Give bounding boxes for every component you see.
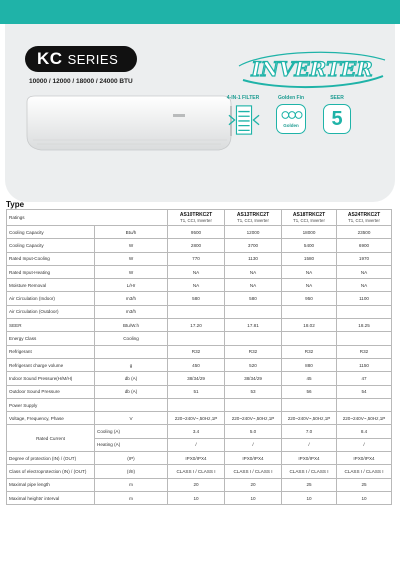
row-unit: Heating (A) (95, 438, 168, 451)
row-value: 2800 (168, 239, 225, 252)
row-value: 17.81 (225, 319, 282, 332)
row-value: 10 (337, 491, 392, 504)
row-value: IPX0/IPX4 (282, 452, 337, 465)
row-label: Maximal pipe length (7, 478, 95, 491)
row-value: 3.4 (168, 425, 225, 438)
row-label: Air Circulation (Outdoor) (7, 305, 95, 318)
row-label: Rated Input-Heating (7, 265, 95, 278)
row-value (225, 305, 282, 318)
row-value: 7.0 (282, 425, 337, 438)
table-row (7, 305, 392, 318)
row-label: Power Supply (7, 398, 95, 411)
table-row (7, 452, 392, 465)
ratings-header: Ratings (7, 210, 168, 226)
row-label: Refrigerant (7, 345, 95, 358)
row-label: SEER (7, 319, 95, 332)
row-value: 220~240V~,50Hz,1P (168, 412, 225, 425)
row-label: Moisture Removal (7, 279, 95, 292)
row-value: 220~240V~,50Hz,1P (337, 412, 392, 425)
row-value: NA (168, 265, 225, 278)
row-value: 950 (282, 292, 337, 305)
model-sub: T1, CCI, Inverter (293, 218, 325, 223)
row-value: 770 (168, 252, 225, 265)
table-row (7, 398, 392, 411)
table-row (7, 292, 392, 305)
row-value (337, 332, 392, 345)
series-word-text: SERIES (67, 51, 119, 67)
series-badge (25, 46, 137, 72)
model-name: AS13TRKC2T (236, 212, 270, 218)
row-label: Rated Input-Cooling (7, 252, 95, 265)
row-unit: W (95, 265, 168, 278)
row-unit (95, 345, 168, 358)
row-value: 20 (225, 478, 282, 491)
row-unit: db (A) (95, 385, 168, 398)
row-value: 53 (225, 385, 282, 398)
model-header (225, 210, 282, 226)
row-value: / (282, 438, 337, 451)
row-value: 9500 (168, 226, 225, 239)
model-header (168, 210, 225, 226)
row-unit: Cooling (A) (95, 425, 168, 438)
table-row (7, 265, 392, 278)
row-value: 17.20 (168, 319, 225, 332)
row-value: 18.25 (337, 319, 392, 332)
row-value: 5.0 (225, 425, 282, 438)
row-value: 5400 (282, 239, 337, 252)
row-value: R32 (282, 345, 337, 358)
row-value: 25 (282, 478, 337, 491)
row-value: R32 (337, 345, 392, 358)
row-value (168, 305, 225, 318)
model-sub: T1, CCI, Inverter (348, 218, 380, 223)
row-value (225, 332, 282, 345)
row-value: NA (225, 265, 282, 278)
row-value: CLASS I / CLASS I (168, 465, 225, 478)
row-value: IPX0/IPX4 (225, 452, 282, 465)
row-value: 38/34/29 (168, 372, 225, 385)
row-unit: Btu/W.h (95, 319, 168, 332)
row-value: 450 (168, 358, 225, 371)
row-value: CLASS I / CLASS I (337, 465, 392, 478)
golden-fin-feature-label: Golden Fin (277, 95, 305, 101)
svg-text:INVERTER: INVERTER (251, 57, 373, 81)
row-value: IPX0/IPX4 (337, 452, 392, 465)
row-value: 6900 (337, 239, 392, 252)
filter-icon (227, 104, 261, 136)
row-unit: m (95, 491, 168, 504)
golden-fin-badge (276, 104, 306, 134)
row-unit: (I/II) (95, 465, 168, 478)
row-value: 3700 (225, 239, 282, 252)
row-value: 10 (282, 491, 337, 504)
row-unit: m (95, 478, 168, 491)
table-row (7, 425, 392, 438)
table-row (7, 345, 392, 358)
row-unit: W (95, 239, 168, 252)
table-row (7, 332, 392, 345)
row-value: NA (337, 265, 392, 278)
table-header-row (7, 210, 392, 226)
model-header (282, 210, 337, 226)
table-row (7, 279, 392, 292)
row-value: NA (282, 265, 337, 278)
model-name: AS24TRKC2T (347, 212, 381, 218)
row-value: 8.4 (337, 425, 392, 438)
row-label: Degree of protection (IN) / (OUT) (7, 452, 95, 465)
rated-current-label: Rated Current (7, 425, 95, 452)
row-unit: (IP) (95, 452, 168, 465)
row-value: 520 (225, 358, 282, 371)
table-row (7, 252, 392, 265)
row-value: 1130 (225, 252, 282, 265)
table-row (7, 465, 392, 478)
model-sub: T1, CCI, Inverter (180, 218, 212, 223)
row-unit: Btu/h (95, 226, 168, 239)
row-value: 45 (282, 372, 337, 385)
row-value (168, 332, 225, 345)
filter-feature-label: 4-IN-1 FILTER (226, 95, 260, 101)
model-header (337, 210, 392, 226)
row-value (282, 332, 337, 345)
seer-value: 5 (331, 108, 343, 130)
model-name: AS10TRKC2T (179, 212, 213, 218)
row-value: 220~240V~,50Hz,1P (282, 412, 337, 425)
row-value: 10 (168, 491, 225, 504)
row-value: 1970 (337, 252, 392, 265)
table-title: Type (6, 200, 25, 209)
row-value: NA (168, 279, 225, 292)
row-value (282, 305, 337, 318)
row-value: 1150 (337, 358, 392, 371)
table-row (7, 385, 392, 398)
model-sub: T1, CCI, Inverter (237, 218, 269, 223)
row-value: CLASS I / CLASS I (282, 465, 337, 478)
row-label: Indoor Sound Pressure(H/M/H) (7, 372, 95, 385)
row-label: Cooling Capacity (7, 239, 95, 252)
row-value: 47 (337, 372, 392, 385)
btu-range: 10000 / 12000 / 18000 / 24000 BTU (29, 78, 133, 85)
golden-fin-rings-icon (279, 110, 305, 120)
row-value: 56 (282, 385, 337, 398)
row-value: NA (282, 279, 337, 292)
row-value: 220~240V~,50Hz,1P (225, 412, 282, 425)
row-value: IPX0/IPX4 (168, 452, 225, 465)
row-value (225, 398, 282, 411)
row-value: 12000 (225, 226, 282, 239)
row-value (337, 398, 392, 411)
row-value: 1580 (282, 252, 337, 265)
row-unit: L/Hr (95, 279, 168, 292)
row-label: Maximal heights' interval (7, 491, 95, 504)
row-label: Refrigerant charge volume (7, 358, 95, 371)
row-label: Energy Class (7, 332, 95, 345)
row-unit: Cooling (95, 332, 168, 345)
row-unit: db (A) (95, 372, 168, 385)
row-value: 18000 (282, 226, 337, 239)
row-label: Class of electroprotection (IN) / (OUT) (7, 465, 95, 478)
row-value (337, 305, 392, 318)
table-row (7, 358, 392, 371)
row-value: NA (337, 279, 392, 292)
row-value: 54 (337, 385, 392, 398)
row-value: 51 (168, 385, 225, 398)
row-value: / (337, 438, 392, 451)
table-row (7, 319, 392, 332)
row-value: R32 (225, 345, 282, 358)
table-row (7, 491, 392, 504)
row-value: 18.02 (282, 319, 337, 332)
row-value: 10 (225, 491, 282, 504)
table-row (7, 239, 392, 252)
row-value: 580 (225, 292, 282, 305)
row-value: / (168, 438, 225, 451)
row-unit: m3/h (95, 292, 168, 305)
row-unit: m3/h (95, 305, 168, 318)
table-row (7, 226, 392, 239)
row-unit (95, 398, 168, 411)
row-label: Cooling Capacity (7, 226, 95, 239)
table-row (7, 478, 392, 491)
row-value: R32 (168, 345, 225, 358)
row-unit: g (95, 358, 168, 371)
row-label: Air Circulation (Indoor) (7, 292, 95, 305)
model-name: AS18TRKC2T (292, 212, 326, 218)
product-hero-banner (5, 24, 395, 202)
row-value: CLASS I / CLASS I (225, 465, 282, 478)
air-conditioner-unit-illustration (23, 92, 233, 156)
row-label: Voltage, Frequency, Phase (7, 412, 95, 425)
row-value: 20 (168, 478, 225, 491)
row-label: Outdoor Sound Pressure (7, 385, 95, 398)
series-kc-text: KC (37, 49, 63, 68)
row-value: 880 (282, 358, 337, 371)
seer-badge (323, 104, 351, 134)
row-value: 25 (337, 478, 392, 491)
row-value (168, 398, 225, 411)
golden-fin-badge-text: Golden (283, 123, 299, 128)
row-value: / (225, 438, 282, 451)
table-row (7, 412, 392, 425)
table-row (7, 372, 392, 385)
seer-feature-label: SEER (330, 95, 344, 101)
top-accent-band (0, 0, 400, 24)
row-value (282, 398, 337, 411)
row-value: 23500 (337, 226, 392, 239)
row-unit: V (95, 412, 168, 425)
row-value: 580 (168, 292, 225, 305)
specifications-table (6, 209, 392, 505)
row-value: 38/34/29 (225, 372, 282, 385)
row-value: NA (225, 279, 282, 292)
row-unit: W (95, 252, 168, 265)
inverter-logo (237, 46, 387, 92)
row-value: 1100 (337, 292, 392, 305)
